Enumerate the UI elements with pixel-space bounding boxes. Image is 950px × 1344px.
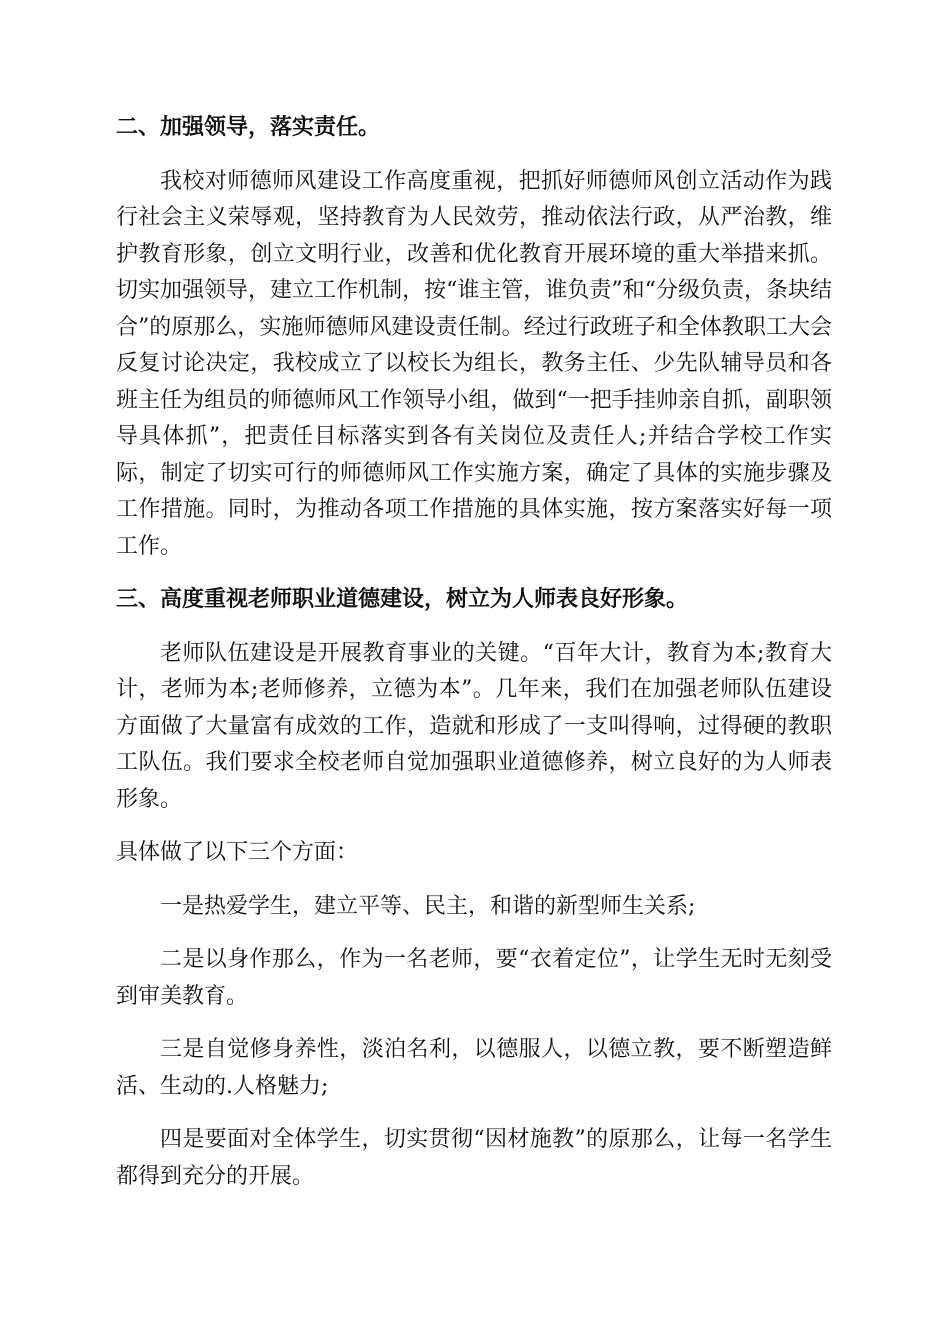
list-item: 二是以身作那么，作为一名老师，要“衣着定位”，让学生无时无刻受到审美教育。 [116,947,832,1009]
list-item: 三是自觉修身养性，淡泊名利，以德服人，以德立教，要不断塑造鲜活、生动的.人格魅力; [116,1037,832,1099]
list-item: 一是热爱学生，建立平等、民主，和谐的新型师生关系; [160,893,696,919]
section-heading-2: 二、加强领导，落实责任。 [116,115,381,140]
paragraph: 老师队伍建设是开展教育事业的关键。“百年大计，教育为本;教育大计，老师为本;老师修养，立德为本”。几年来，我们在加强老师队伍建设方面做了大量富有成效的工作，造就和形成了一支叫得响，过得硬的教职工队伍。我们要求全校老师自觉加强职业道德修养，树立良好的为人师表形象。 [116,640,832,812]
list-intro: 具体做了以下三个方面： [116,840,359,865]
document-body [116,110,832,1212]
paragraph: 我校对师德师风建设工作高度重视，把抓好师德师风创立活动作为践行社会主义荣辱观，坚持教育为人民效劳，推动依法行政，从严治教，维护教育形象，创立文明行业，改善和优化教育开展环境的重大举措来抓。切实加强领导，建立工作机制，按“谁主管，谁负责”和“分级负责，条块结合”的原那么，实施师德师风建设责任制。经过行政班子和全体教职工大会反复讨论决定，我校成立了以校长为组长，教务主任、少先队辅导员和各班主任为组员的师德师风工作领导小组，做到“一把手挂帅亲自抓，副职领导具体抓”，把责任目标落实到各有关岗位及责任人;并结合学校工作实际，制定了切实可行的师德师风工作实施方案，确定了具体的实施步骤及工作措施。同时，为推动各项工作措施的具体实施，按方案落实好每一项工作。 [116,168,832,559]
section-heading-3: 三、高度重视老师职业道德建设，树立为人师表良好形象。 [116,587,689,612]
list-item: 四是要面对全体学生，切实贯彻“因材施教”的原那么，让每一名学生都得到充分的开展。 [116,1127,832,1189]
